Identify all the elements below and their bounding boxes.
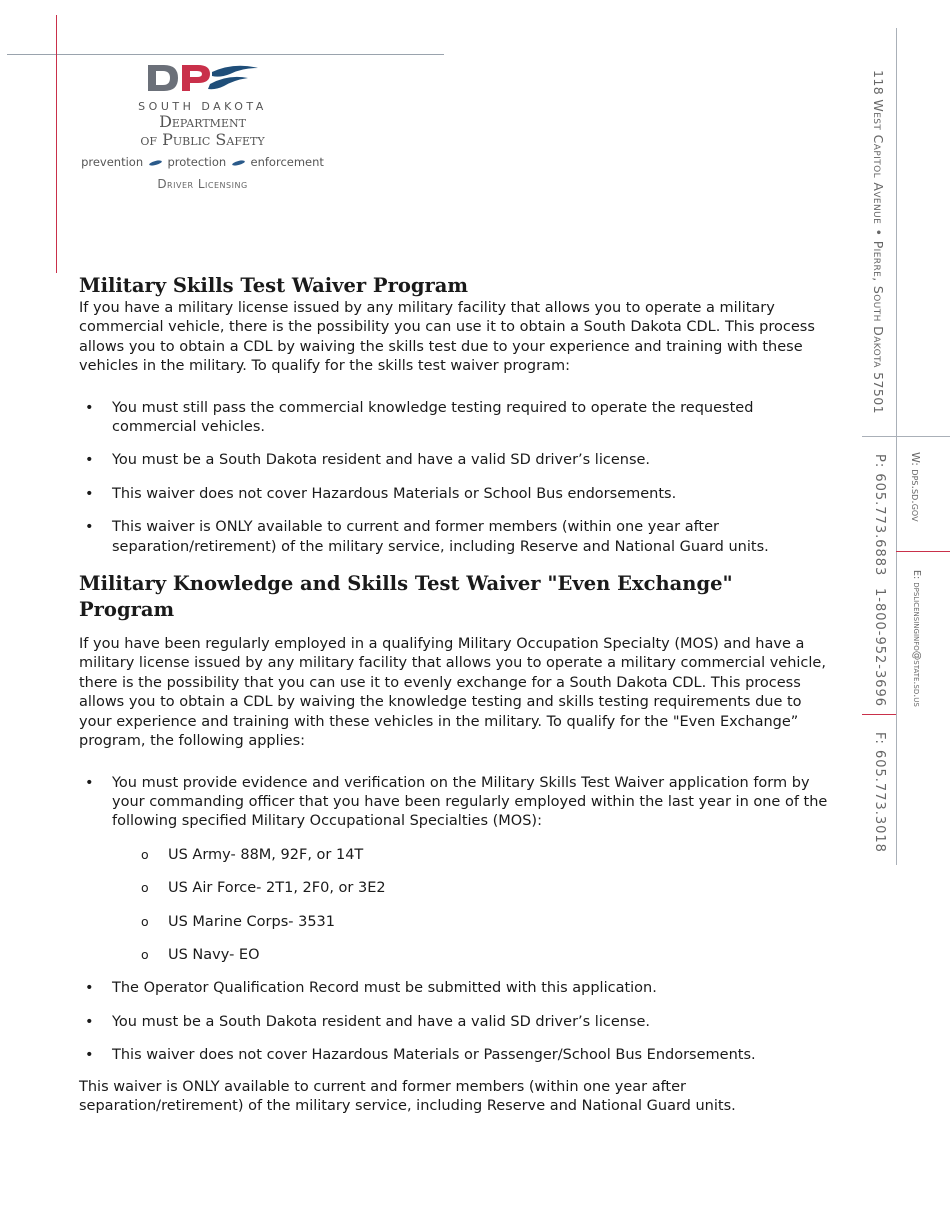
sidebar-web: W: dps.sd.gov: [909, 452, 922, 522]
header-rule-vertical: [56, 15, 57, 273]
mos-item: o US Navy- EO: [112, 946, 834, 965]
list-item: • This waiver is ONLY available to current and former members (within one year after separation/retirement) of the military service, including Reserve and National Guard units.: [79, 518, 834, 557]
section1-intro: If you have a military license issued by any military facility that allows you to operate a military commercial vehicle, there is the possibility you can use it to obtain a South Dakota CDL. This process allows you to obtain a CDL by waiving the skills test due to your experience and training with these vehicles in the military. To qualify for the skills test waiver program:: [79, 300, 815, 375]
list-item: • You must be a South Dakota resident and have a valid SD driver’s license.: [79, 451, 834, 470]
sidebar-address: 118 West Capitol Avenue • Pierre, South Dakota 57501: [871, 70, 886, 414]
section2-bullet-list: [79, 774, 834, 1066]
tagline-prevention: prevention: [81, 155, 144, 169]
list-item: • This waiver does not cover Hazardous Materials or School Bus endorsements.: [79, 485, 834, 504]
tagline-enforcement: enforcement: [250, 155, 324, 169]
list-item: • You must be a South Dakota resident and have a valid SD driver’s license.: [79, 1013, 834, 1032]
list-item: • The Operator Qualification Record must be submitted with this application.: [79, 979, 834, 998]
mos-requirement-text: You must provide evidence and verification on the Military Skills Test Waiver application form by your commanding officer that you have been regularly employed within the last year in one of the following specified Military Occupational Specialties (MOS):: [112, 774, 828, 830]
sidebar-divider: [896, 551, 950, 552]
section2-title: Military Knowledge and Skills Test Waiver "Even Exchange" Program: [79, 572, 733, 622]
list-item: • This waiver does not cover Hazardous Materials or Passenger/School Bus Endorsements.: [79, 1046, 834, 1065]
dps-logo: [70, 62, 335, 191]
mos-item: o US Air Force- 2T1, 2F0, or 3E2: [112, 879, 834, 898]
document-body: [79, 273, 834, 1116]
sidebar-fax: F: 605.773.3018: [872, 732, 887, 853]
section1-bullet-list: [79, 399, 834, 557]
mos-sub-list: [112, 846, 834, 966]
logo-state-name: SOUTH DAKOTA: [138, 100, 267, 113]
logo-department-line1: Department: [159, 112, 246, 131]
sidebar-rule: [896, 28, 897, 436]
swoosh-icon: [149, 159, 163, 166]
sidebar-tollfree: 1-800-952-3696: [872, 588, 887, 708]
mos-item: o US Army- 88M, 92F, or 14T: [112, 846, 834, 865]
section2-closing: This waiver is ONLY available to current and former members (within one year after separation/retirement) of the military service, including Reserve and National Guard units.: [79, 1078, 736, 1114]
sidebar-divider: [862, 436, 950, 437]
logo-division: Driver Licensing: [157, 177, 248, 191]
sidebar-phone: P: 605.773.6883: [872, 454, 887, 577]
tagline-protection: protection: [167, 155, 227, 169]
sidebar-rule: [896, 437, 897, 865]
sidebar-email: E: dpslicensinginfo@state.sd.us: [911, 570, 922, 707]
header-rule-horizontal: [7, 54, 444, 55]
logo-tagline: [70, 155, 335, 169]
sidebar-divider: [862, 714, 896, 715]
swoosh-icon: [232, 159, 246, 166]
logo-department-line2: of Public Safety: [140, 130, 265, 149]
contact-sidebar: [862, 0, 950, 1230]
list-item: [79, 774, 834, 966]
list-item: • You must still pass the commercial knowledge testing required to operate the requested commercial vehicles.: [79, 399, 834, 438]
dps-logo-mark-icon: [144, 62, 262, 94]
section2-intro: If you have been regularly employed in a qualifying Military Occupation Specialty (MOS) and have a military license issued by any military facility that allows you to operate a military commercial vehicle, there is the possibility that you can use it to evenly exchange for a South Dakota CDL. This process allows you to obtain a CDL by waiving the knowledge testing and skills testing requirements due to your experience and training with these vehicles in the military. To qualify for the "Even Exchange” program, the following applies:: [79, 636, 826, 750]
section1-title: Military Skills Test Waiver Program: [79, 274, 469, 297]
mos-item: o US Marine Corps- 3531: [112, 913, 834, 932]
